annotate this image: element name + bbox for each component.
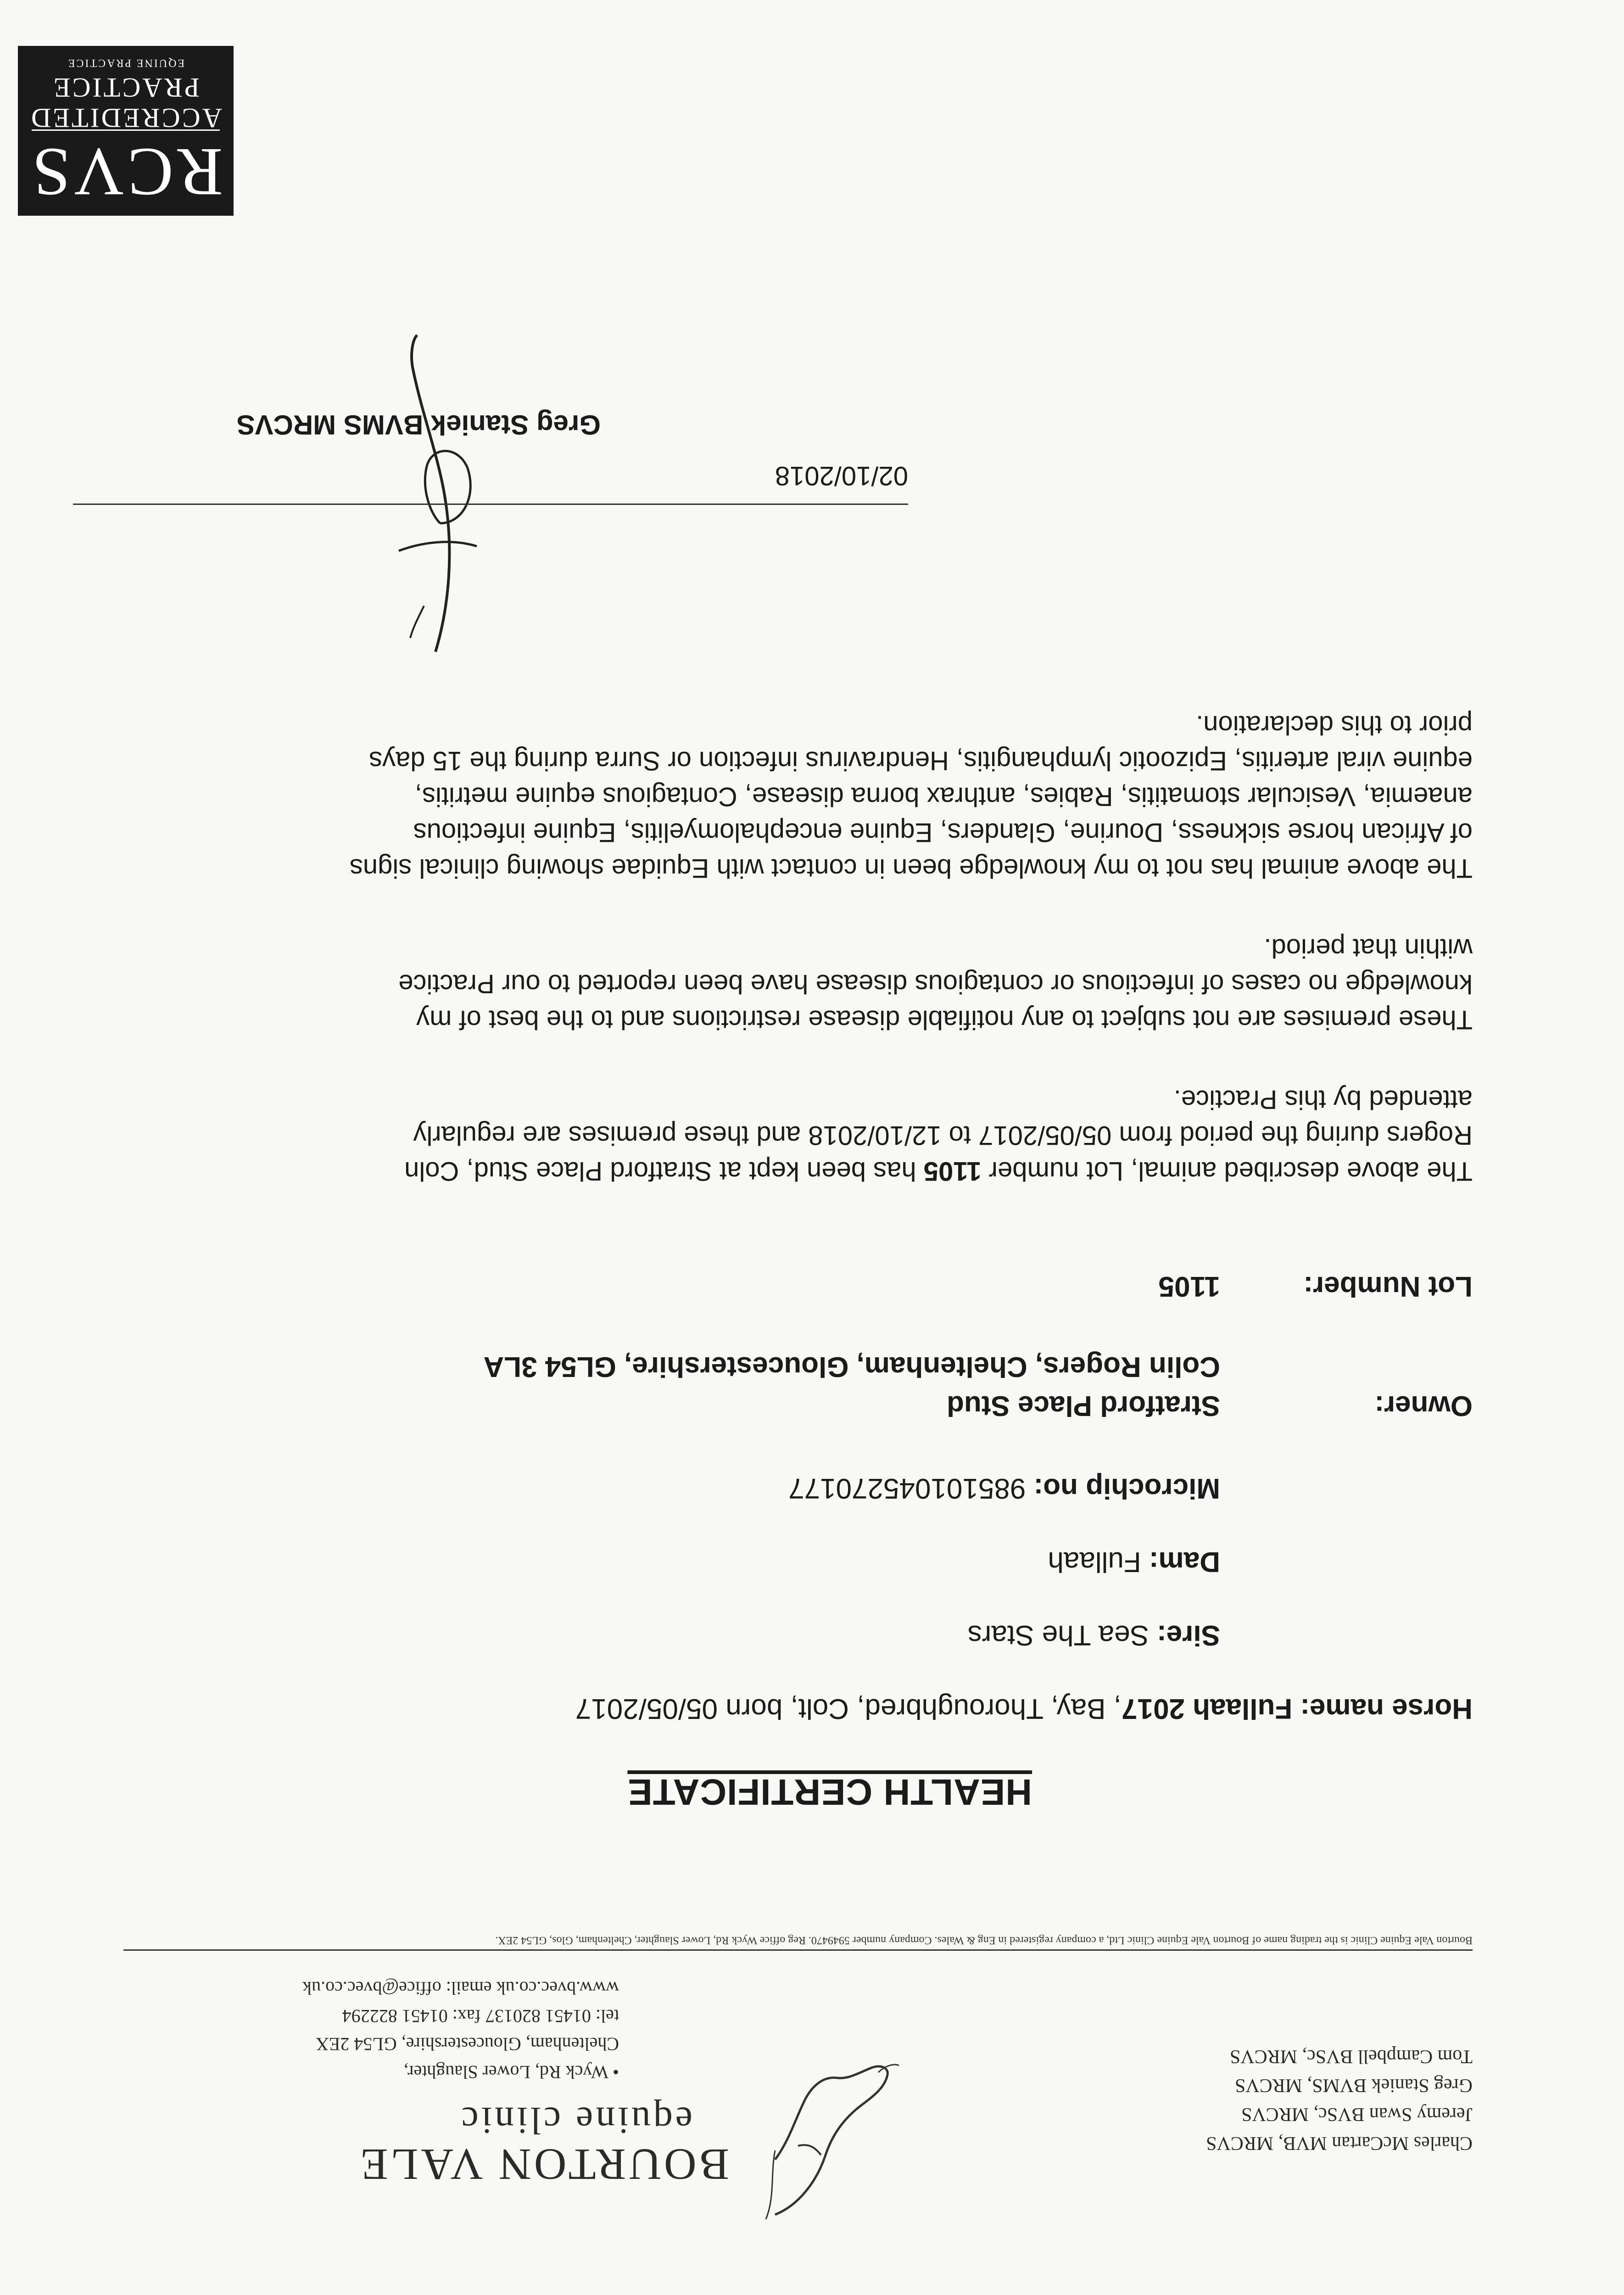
- company-registration-note: Bourton Vale Equine Clinic is the trading name of Bourton Vale Equine Clinic Ltd, a company registered in Eng & Wales. Company number 5949470. Reg office Wyck Rd, Lower Slaughter, Cheltenham, Glos, GL54 2EX.: [495, 1934, 1473, 1946]
- horse-head-logo-icon: [748, 2059, 913, 2224]
- paragraph-line: anaemia, Vesicular stomatitis, Rabies, anthrax borna disease, Contagious equine metritis,: [414, 782, 1473, 812]
- vets-list: [1206, 2042, 1473, 2157]
- paragraph-text: has been kept at Stratford Place Stud, Coln: [404, 1156, 924, 1186]
- paragraph-line: equine viral arteritis, Epizootic lymphangitis, Hendravirus infection or Surra during the 15 days: [369, 746, 1473, 776]
- lot-number-inline: 1105: [923, 1156, 982, 1186]
- microchip-label: Microchip no:: [1033, 1472, 1220, 1504]
- horse-name-label: Horse name:: [1300, 1693, 1473, 1724]
- address-line: www.bvec.co.uk email: office@bvec.co.uk: [302, 1978, 619, 1998]
- header-divider: [123, 1949, 1473, 1951]
- badge-line-2: PRACTICE: [51, 73, 200, 103]
- badge-line-1: ACCREDITED: [29, 103, 222, 133]
- restrictions-paragraph: [100, 930, 1473, 1037]
- rcvs-accreditation-badge: [18, 46, 234, 216]
- dam-row: [1048, 1544, 1220, 1579]
- horse-details: , Bay, Thoroughbred, Colt, born 05/05/2017: [575, 1693, 1122, 1724]
- disease-contact-paragraph: [100, 707, 1473, 886]
- microchip-row: [788, 1471, 1220, 1506]
- paragraph-line: Rogers during the period from 05/05/2017 to 12/10/2018 and these premises are regularly: [413, 1120, 1473, 1150]
- address-line: • Wyck Rd, Lower Slaughter,: [403, 2062, 619, 2082]
- owner-line-2: Colin Rogers, Cheltenham, Gloucestershire, GL54 3LA: [483, 1351, 1220, 1383]
- clinic-name-sub: equine clinic: [458, 2099, 692, 2142]
- sire-label: Sire:: [1157, 1619, 1220, 1651]
- vet-name: Jeremy Swan BVSc, MRCVS: [1241, 2104, 1473, 2125]
- badge-main-text: RCVS: [28, 134, 223, 210]
- certificate-title: HEALTH CERTIFICATE: [627, 1772, 1032, 1813]
- owner-label: Owner:: [1374, 1390, 1473, 1422]
- sire-value: Sea The Stars: [967, 1619, 1149, 1651]
- paragraph-line: These premises are not subject to any notifiable disease restrictions and to the best of my: [416, 1005, 1473, 1035]
- horse-name-value: Fullaah 2017: [1122, 1693, 1293, 1724]
- clinic-name-main: BOURTON VALE: [357, 2139, 729, 2189]
- paragraph-line: The above animal has not to my knowledge been in contact with Equidae showing clinical signs: [349, 853, 1473, 883]
- lot-number-label: Lot Number:: [1303, 1271, 1473, 1302]
- paragraph-text: The above described animal, Lot number: [981, 1156, 1473, 1186]
- paragraph-line: [100, 1153, 1473, 1189]
- handwritten-signature: [385, 330, 504, 661]
- signature-date: 02/10/2018: [775, 461, 908, 491]
- address-line: Cheltenham, Gloucestershire, GL54 2EX: [316, 2034, 619, 2054]
- vet-name: Tom Campbell BVSc, MRCVS: [1229, 2046, 1473, 2067]
- paragraph-line: knowledge no cases of infectious or contagious disease have been reported to our Practice: [398, 969, 1473, 999]
- address-line: tel: 01451 820137 fax: 01451 822294: [342, 2006, 619, 2026]
- paragraph-line: prior to this declaration.: [1196, 710, 1473, 740]
- dam-label: Dam:: [1149, 1546, 1220, 1578]
- paragraph-line: of African horse sickness, Dourine, Glanders, Equine encephalomyelitis, Equine infectious: [413, 817, 1473, 847]
- badge-line-3: EQUINE PRACTICE: [67, 57, 185, 69]
- dam-value: Fullaah: [1048, 1546, 1141, 1578]
- vet-name: Greg Staniek BVMS, MRCVS: [1234, 2075, 1473, 2096]
- premises-paragraph: [100, 1081, 1473, 1189]
- clinic-name: [358, 2099, 729, 2187]
- owner-line-1: Stratford Place Stud: [947, 1390, 1220, 1422]
- lot-number-value: 1105: [1158, 1271, 1220, 1302]
- signatory-name: Greg Staniek BVMS MRCVS: [236, 409, 601, 440]
- clinic-address: [302, 1974, 619, 2086]
- signature-line: [73, 504, 908, 505]
- sire-row: [968, 1618, 1220, 1652]
- vet-name: Charles McCartan MVB, MRCVS: [1206, 2133, 1473, 2154]
- paragraph-line: within that period.: [1264, 933, 1473, 963]
- microchip-value: 985101045270177: [788, 1472, 1026, 1504]
- horse-name-row: [575, 1691, 1473, 1726]
- paragraph-line: attended by this Practice.: [1173, 1085, 1473, 1114]
